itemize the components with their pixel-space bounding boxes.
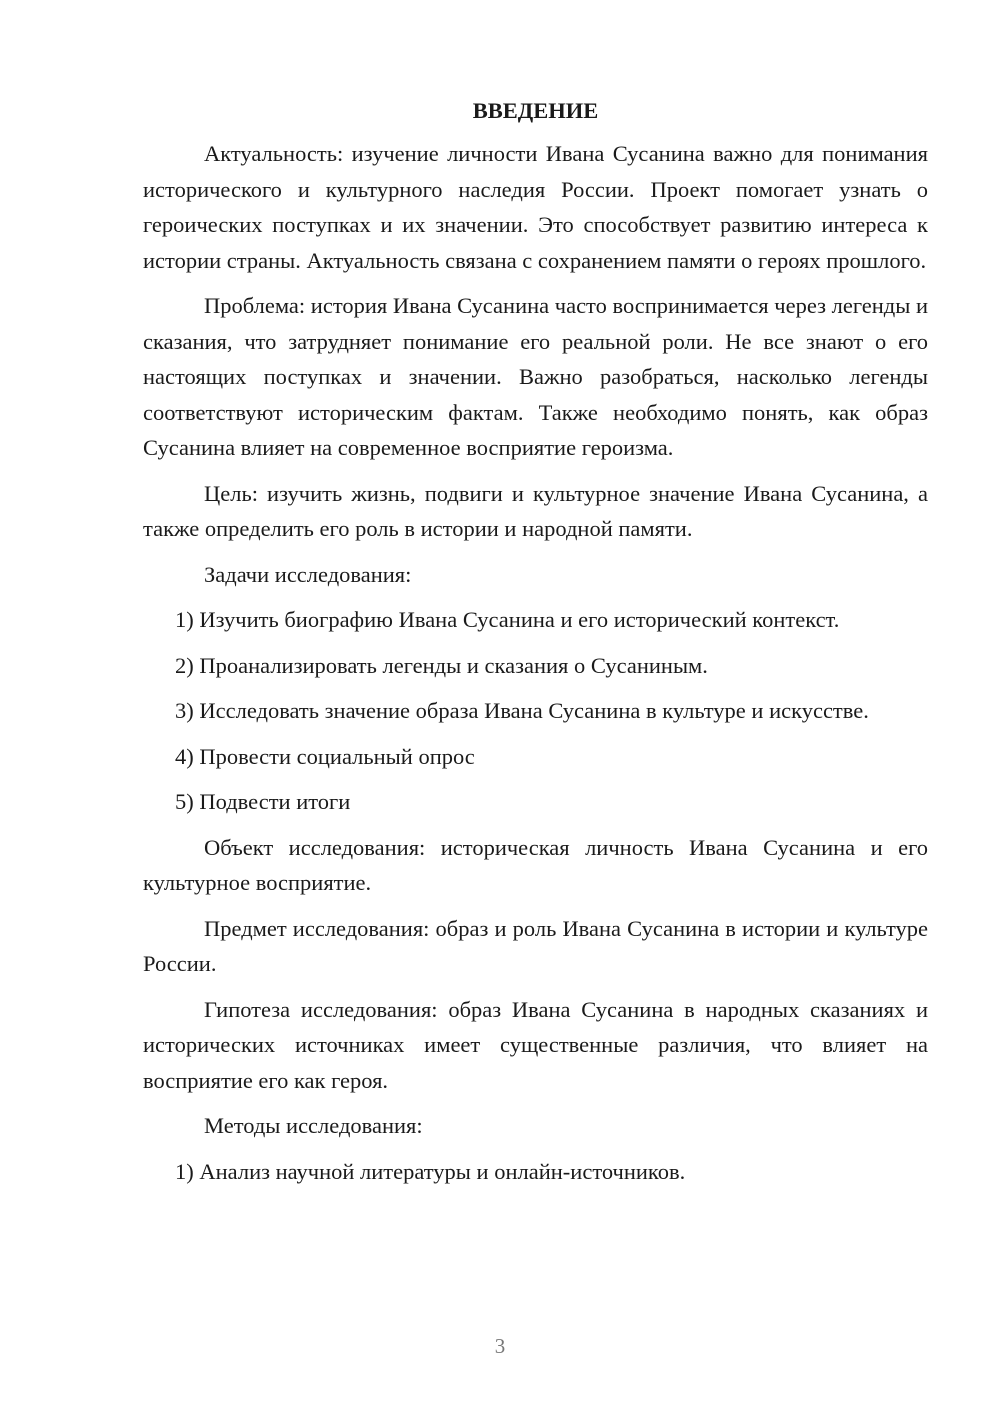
paragraph-object: Объект исследования: историческая личность Ивана Сусанина и его культурное восприятие. bbox=[143, 834, 928, 895]
document-title: ВВЕДЕНИЕ bbox=[472, 98, 599, 123]
task-item-4: 4) Провести социальный опрос bbox=[175, 743, 475, 769]
document-page bbox=[143, 96, 928, 1199]
paragraph-methods-heading: Методы исследования: bbox=[204, 1113, 423, 1138]
paragraph-subject: Предмет исследования: образ и роль Ивана Сусанина в истории и культуре России. bbox=[143, 915, 928, 976]
paragraph-problem: Проблема: история Ивана Сусанина часто воспринимается через легенды и сказания, что затрудняет понимание его реальной роли. Не все знают о его настоящих поступках и значении. Важно разобраться, насколько легенды соответствуют историческим фактам. Также необходимо понять, как образ Сусанина влияет на современное восприятие героизма. bbox=[143, 293, 929, 460]
paragraph-hypothesis: Гипотеза исследования: образ Ивана Сусанина в народных сказаниях и исторических источниках имеет существенные различия, что влияет на восприятие его как героя. bbox=[143, 996, 928, 1093]
page-number: 3 bbox=[494, 1334, 506, 1358]
method-item-1: 1) Анализ научной литературы и онлайн-источников. bbox=[175, 1158, 686, 1184]
paragraph-goal: Цель: изучить жизнь, подвиги и культурное значение Ивана Сусанина, а также определить его роль в истории и народной памяти. bbox=[143, 480, 928, 541]
task-item-2: 2) Проанализировать легенды и сказания о Сусаниным. bbox=[175, 652, 708, 678]
task-item-3: 3) Исследовать значение образа Ивана Сусанина в культуре и искусстве. bbox=[175, 698, 869, 723]
paragraph-tasks-heading: Задачи исследования: bbox=[204, 561, 412, 587]
task-item-1: 1) Изучить биографию Ивана Сусанина и его исторический контекст. bbox=[175, 607, 840, 632]
paragraph-relevance: Актуальность: изучение личности Ивана Сусанина важно для понимания исторического и культурного наследия России. Проект помогает узнать о героических поступках и их значении. Это способствует развитию интереса к истории страны. Актуальность связана с сохранением памяти о героях прошлого. bbox=[143, 141, 928, 273]
task-item-5: 5) Подвести итоги bbox=[175, 789, 351, 814]
